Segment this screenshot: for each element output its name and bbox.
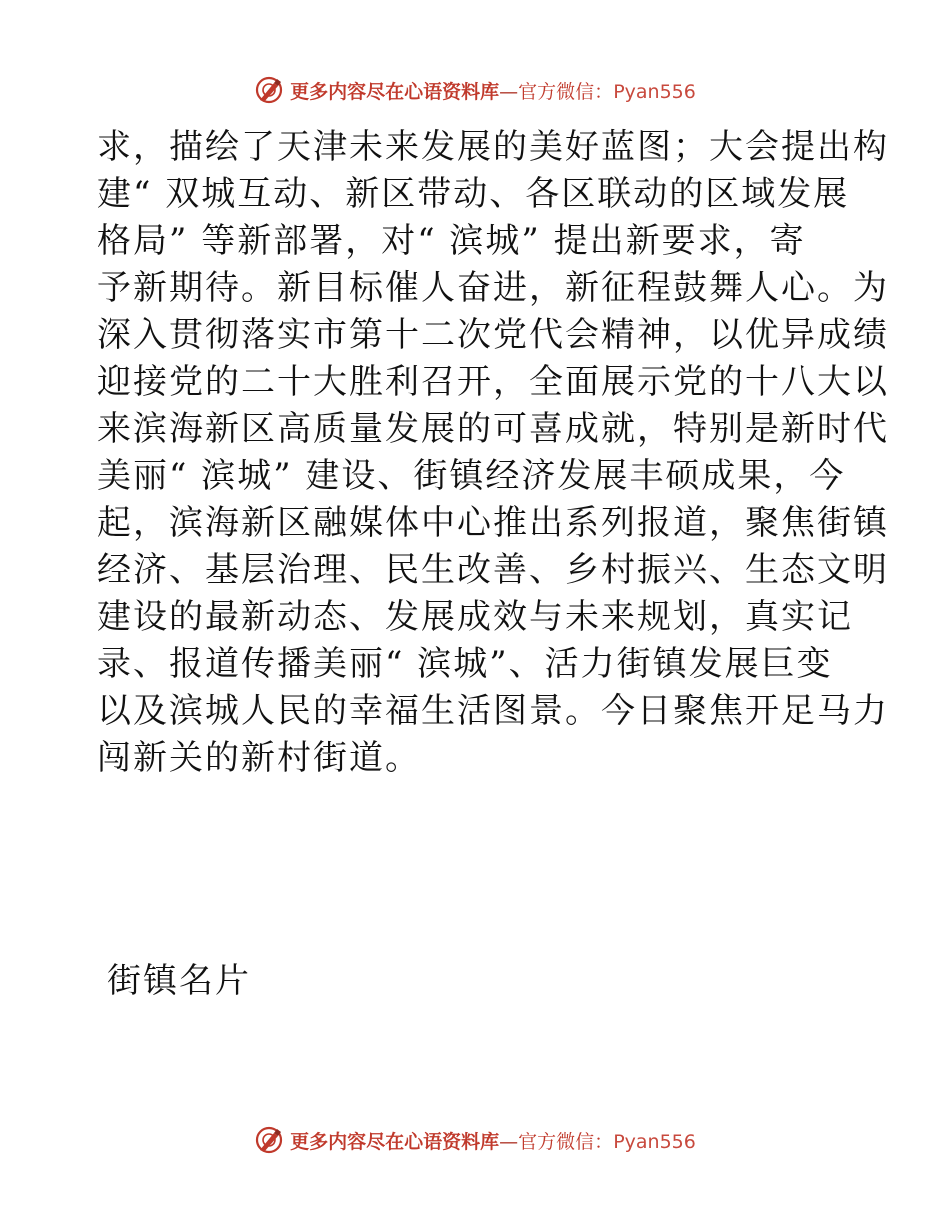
paragraph-line: 迎接党的二十大胜利召开，全面展示党的十八大以 <box>97 362 889 402</box>
paragraph-line: 来滨海新区高质量发展的可喜成就，特别是新时代 <box>97 409 889 449</box>
paragraph-line: 建设的最新动态、发展成效与未来规划，真实记 <box>97 597 853 637</box>
paragraph-line: 录、报道传播美丽“ 滨城”、活力街镇发展巨变 <box>97 644 833 684</box>
pen-circle-logo-icon <box>254 75 284 105</box>
paragraph-line: 深入贯彻落实市第十二次党代会精神，以优异成绩 <box>97 315 889 355</box>
paragraph-line: 美丽“ 滨城” 建设、街镇经济发展丰硕成果，今 <box>97 456 846 496</box>
header-banner-label: 更多内容尽在心语资料库 <box>290 80 500 103</box>
paragraph-line: 以及滨城人民的幸福生活图景。今日聚焦开足马力 <box>97 691 889 731</box>
paragraph-line: 格局” 等新部署，对“ 滨城” 提出新要求，寄 <box>97 221 806 261</box>
footer-banner-text <box>290 1127 696 1154</box>
footer-banner-wechat-label: 官方微信： <box>518 1130 614 1153</box>
footer-banner <box>0 1122 950 1158</box>
header-banner <box>0 72 950 108</box>
paragraph-line: 经济、基层治理、民生改善、乡村振兴、生态文明 <box>97 550 889 590</box>
pen-circle-logo-icon <box>254 1125 284 1155</box>
footer-banner-label: 更多内容尽在心语资料库 <box>290 1130 500 1153</box>
footer-banner-separator: — <box>499 1130 519 1153</box>
header-banner-separator: — <box>499 80 519 103</box>
footer-banner-wechat-id: Pyan556 <box>613 1130 696 1153</box>
paragraph-line: 予新期待。新目标催人奋进，新征程鼓舞人心。为 <box>97 268 889 308</box>
header-banner-text <box>290 77 696 104</box>
paragraph-line: 建“ 双城互动、新区带动、各区联动的区域发展 <box>97 174 850 214</box>
paragraph-line: 起，滨海新区融媒体中心推出系列报道，聚焦街镇 <box>97 503 889 543</box>
header-banner-wechat-label: 官方微信： <box>518 80 614 103</box>
paragraph-line: 闯新关的新村街道。 <box>97 738 421 778</box>
paragraph-line: 求，描绘了天津未来发展的美好蓝图；大会提出构 <box>97 127 889 167</box>
header-banner-wechat-id: Pyan556 <box>613 80 696 103</box>
article-paragraph <box>97 124 889 782</box>
section-heading: 街镇名片 <box>107 961 251 1001</box>
